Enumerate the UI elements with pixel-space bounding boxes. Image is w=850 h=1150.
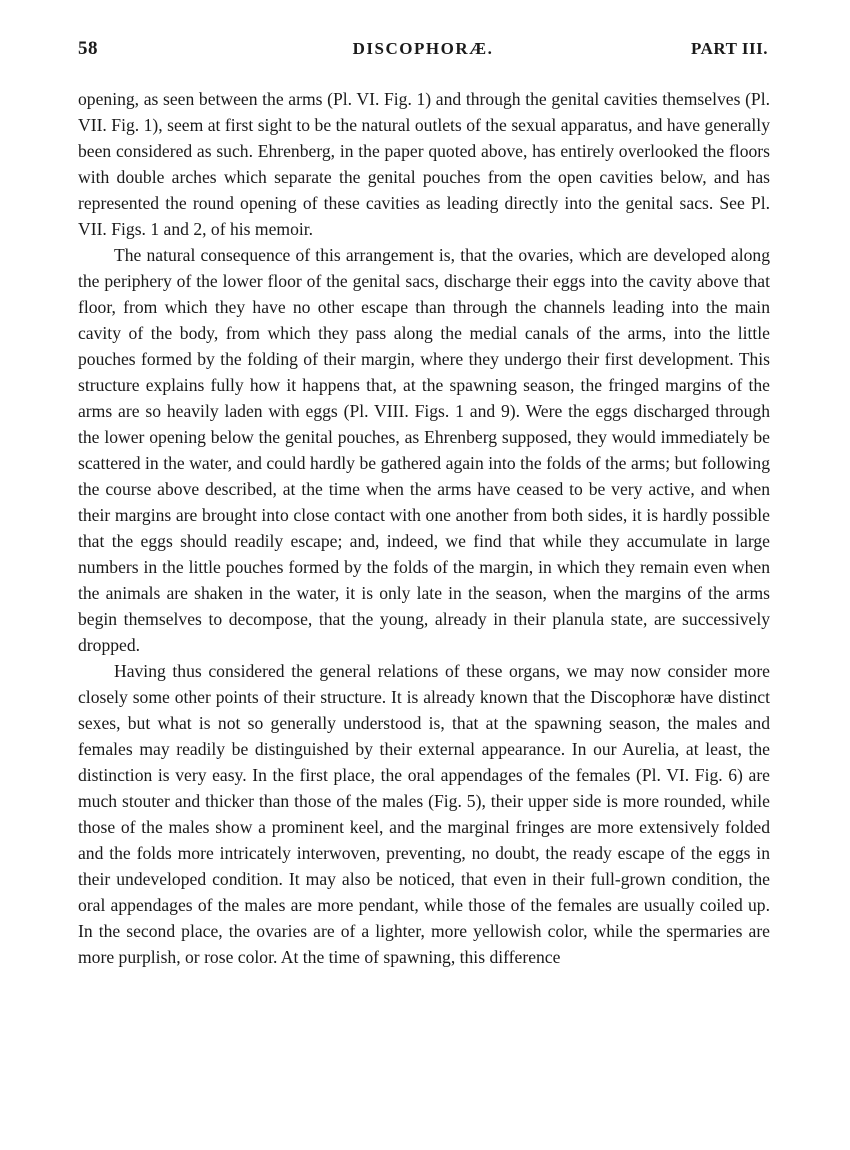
- paragraph-ovaries: The natural consequence of this arrangement is, that the ovaries, which are developed along the periphery of the lower floor of the genital sacs, discharge their eggs into the cavity above that floor, from which they have no other escape than through the channels leading into the main cavity of the body, from which they pass along the medial canals of the arms, into the little pouches formed by the folding of their margin, where they undergo their first development. This structure explains fully how it happens that, at the spawning season, the fringed margins of the arms are so heavily laden with eggs (Pl. VIII. Figs. 1 and 9). Were the eggs discharged through the lower opening below the genital pouches, as Ehrenberg supposed, they would immediately be scattered in the water, and could hardly be gathered again into the folds of the arms; but following the course above described, at the time when the arms have ceased to be very active, and when their margins are brought into close contact with one another from both sides, it is hardly possible that the eggs should readily escape; and, indeed, we find that while they accumulate in large numbers in the little pouches formed by the folds of the margin, in which they remain even when the animals are shaken in the water, it is only late in the season, when the margins of the arms begin themselves to decompose, that the young, already in their planula state, are successively dropped.: [78, 245, 770, 655]
- part-label: PART III.: [691, 39, 768, 58]
- section-title: DISCOPHORÆ.: [352, 39, 494, 58]
- body-text: [78, 86, 770, 970]
- page-number: 58: [78, 38, 98, 59]
- paragraph-continuation: opening, as seen between the arms (Pl. VI. Fig. 1) and through the genital cavities themselves (Pl. VII. Fig. 1), seem at first sight to be the natural outlets of the sexual apparatus, and have generally been considered as such. Ehrenberg, in the paper quoted above, has entirely overlooked the floors with double arches which separate the genital pouches from the open cavities below, and has represented the round opening of these cavities as leading directly into the genital sacs. See Pl. VII. Figs. 1 and 2, of his memoir.: [78, 89, 770, 239]
- running-head: [78, 38, 768, 64]
- paragraph-sexes: Having thus considered the general relations of these organs, we may now consider more closely some other points of their structure. It is already known that the Discophoræ have distinct sexes, but what is not so generally understood is, that at the spawning season, the males and females may readily be distinguished by their external appearance. In our Aurelia, at least, the distinction is very easy. In the first place, the oral appendages of the females (Pl. VI. Fig. 6) are much stouter and thicker than those of the males (Fig. 5), their upper side is more rounded, while those of the males show a prominent keel, and the marginal fringes are more extensively folded and the folds more intricately interwoven, preventing, no doubt, the ready escape of the eggs in their undeveloped condition. It may also be noticed, that even in their full-grown condition, the oral appendages of the males are more pendant, while those of the females are usually coiled up. In the second place, the ovaries are of a lighter, more yellowish color, while the spermaries are more purplish, or rose color. At the time of spawning, this difference: [78, 661, 770, 967]
